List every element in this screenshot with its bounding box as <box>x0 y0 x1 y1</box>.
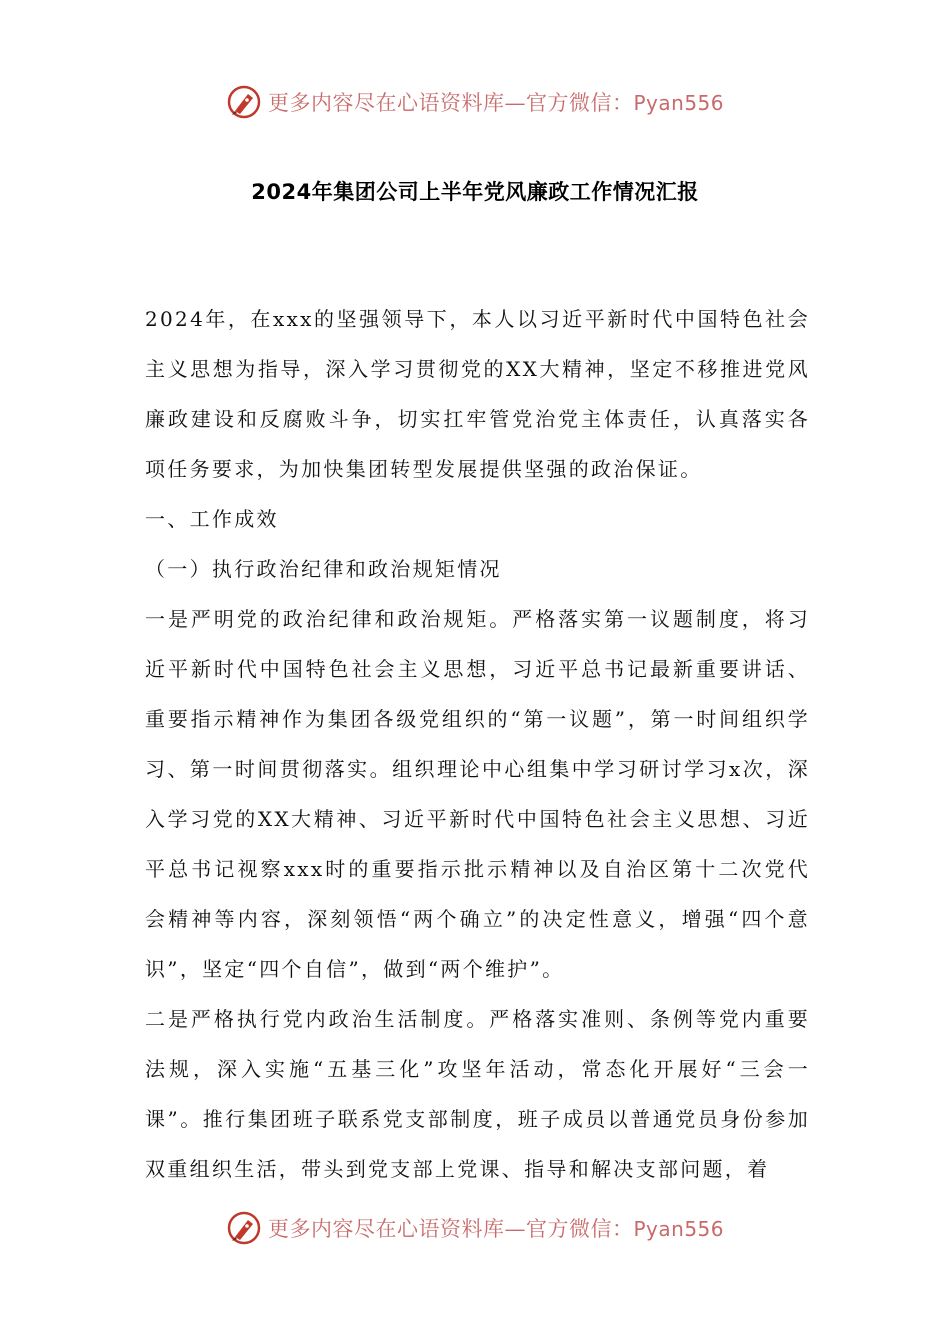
watermark-text: 更多内容尽在心语资料库—官方微信：Pyan556 <box>267 91 724 115</box>
document-title: 2024年集团公司上半年党风廉政工作情况汇报 <box>251 180 699 204</box>
paragraph-intro: 2024年，在xxx的坚强领导下，本人以习近平新时代中国特色社会主义思想为指导，深入学习贯彻党的XX大精神，坚定不移推进党风廉政建设和反腐败斗争，切实扛牢管党治党主体责任，认真落实各项任务要求，为加快集团转型发展提供坚强的政治保证。 <box>145 307 810 481</box>
watermark-header <box>0 82 950 122</box>
paragraph-point-one: 一是严明党的政治纪律和政治规矩。严格落实第一议题制度，将习近平新时代中国特色社会主义思想，习近平总书记最新重要讲话、重要指示精神作为集团各级党组织的“第一议题”，第一时间组织学习、第一时间贯彻落实。组织理论中心组集中学习研讨学习x次，深入学习党的XX大精神、习近平新时代中国特色社会主义思想、习近平总书记视察xxx时的重要指示批示精神以及自治区第十二次党代会精神等内容，深刻领悟“两个确立”的决定性意义，增强“四个意识”，坚定“四个自信”，做到“两个维护”。 <box>145 607 810 981</box>
pen-nib-logo-icon <box>226 84 262 120</box>
watermark-text: 更多内容尽在心语资料库—官方微信：Pyan556 <box>267 1217 724 1241</box>
subsection-heading: （一）执行政治纪律和政治规矩情况 <box>145 557 502 581</box>
watermark-footer <box>0 1208 950 1248</box>
document-body <box>145 294 810 1194</box>
section-heading: 一、工作成效 <box>145 507 279 531</box>
paragraph-point-two: 二是严格执行党内政治生活制度。严格落实准则、条例等党内重要法规，深入实施“五基三化”攻坚年活动，常态化开展好“三会一课”。推行集团班子联系党支部制度，班子成员以普通党员身份参加双重组织生活，带头到党支部上党课、指导和解决支部问题，着 <box>145 1007 810 1181</box>
pen-nib-logo-icon <box>226 1210 262 1246</box>
